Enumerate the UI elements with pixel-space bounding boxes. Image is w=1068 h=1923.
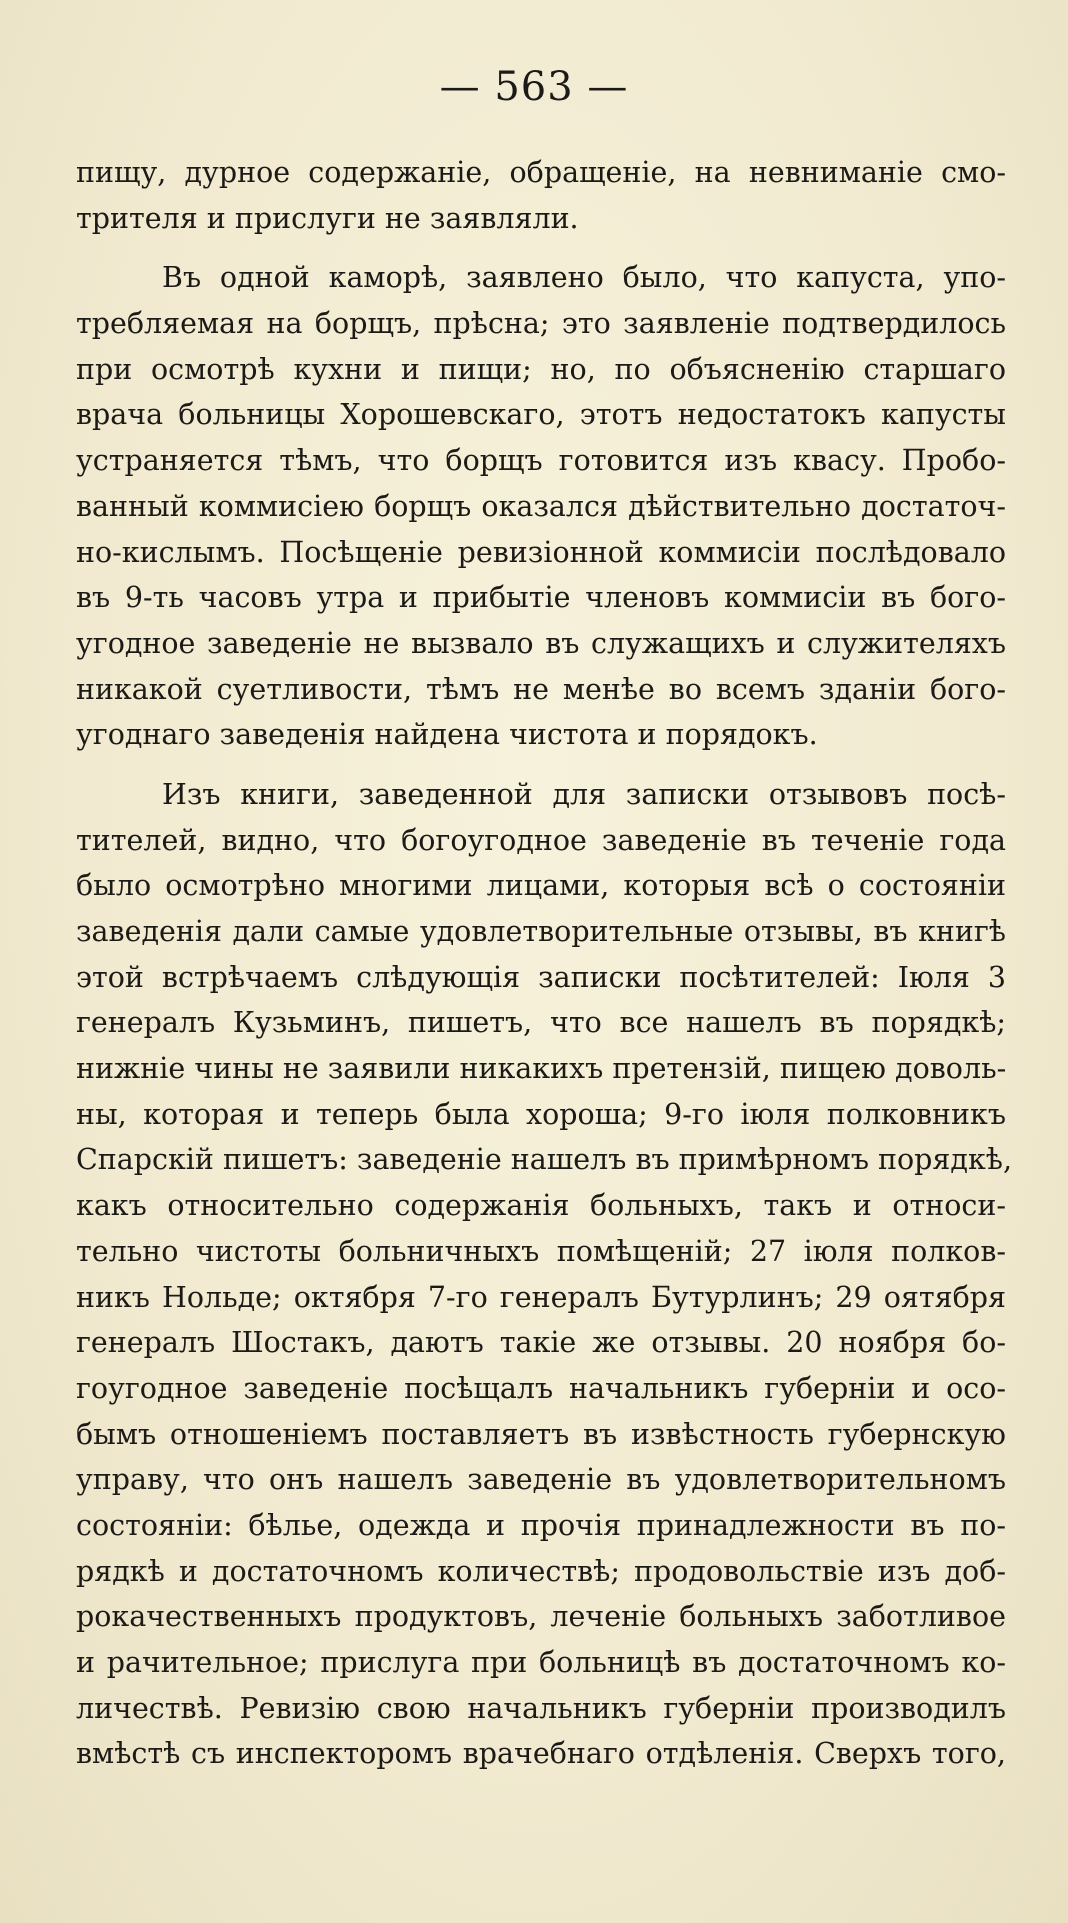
text-line: бымъ отношенiемъ поставляетъ въ извѣстность губернскую <box>76 1417 1006 1451</box>
page-number: — 563 — <box>439 64 629 110</box>
text-line: Изъ книги, заведенной для записки отзывовъ посѣ- <box>162 777 1006 811</box>
text-line: генералъ Шостакъ, даютъ такiе же отзывы. 20 ноября бо- <box>76 1326 1006 1360</box>
text-line: никъ Нольде; октября 7-го генералъ Бутурлинъ; 29 оятября <box>76 1280 1006 1314</box>
text-line: гоугодное заведенiе посѣщалъ начальникъ губернiи и осо- <box>76 1371 1006 1405</box>
text-line: ны, которая и теперь была хороша; 9-го iюля полковникъ <box>76 1097 1006 1131</box>
text-line: какъ относительно содержанiя больныхъ, такъ и относи- <box>76 1189 1006 1223</box>
text-line: было осмотрѣно многими лицами, которыя всѣ о состоянiи <box>76 869 1006 903</box>
text-line: врача больницы Хорошевскаго, этотъ недостатокъ капусты <box>76 398 1006 432</box>
text-line: угодное заведенiе не вызвало въ служащихъ и служителяхъ <box>76 626 1006 660</box>
text-line: Въ одной каморѣ, заявлено было, что капуста, упо- <box>162 261 1006 295</box>
text-line: пищу, дурное содержанiе, обращенiе, на невниманiе смо- <box>76 156 1006 189</box>
text-line: состоянiи: бѣлье, одежда и прочiя принадлежности въ по- <box>76 1508 1006 1542</box>
text-line: угоднаго заведенiя найдена чистота и порядокъ. <box>76 718 818 752</box>
text-line: этой встрѣчаемъ слѣдующiя записки посѣтителей: Iюля 3 <box>76 960 1006 994</box>
text-line: управу, что онъ нашелъ заведенiе въ удовлетворительномъ <box>76 1463 1006 1497</box>
text-line: устраняется тѣмъ, что борщъ готовится изъ квасу. Пробо- <box>76 444 1006 478</box>
text-line: генералъ Кузьминъ, пишетъ, что все нашелъ въ порядкѣ; <box>76 1006 1006 1040</box>
text-line: при осмотрѣ кухни и пищи; но, по объясненiю старшаго <box>76 352 1006 386</box>
text-line: тельно чистоты больничныхъ помѣщенiй; 27 iюля полков- <box>76 1234 1006 1268</box>
text-line: личествѣ. Ревизiю свою начальникъ губернiи производилъ <box>76 1691 1006 1725</box>
paragraph-gap <box>76 758 1006 772</box>
text-line: и рачительное; прислуга при больницѣ въ достаточномъ ко- <box>76 1646 1006 1679</box>
text-line: заведенiя дали самые удовлетворительные отзывы, въ книгѣ <box>76 915 1006 948</box>
text-line: вмѣстѣ съ инспекторомъ врачебнаго отдѣленiя. Сверхъ того, <box>76 1737 1006 1771</box>
text-line: трителя и прислуги не заявляли. <box>76 201 579 235</box>
text-line: рокачественныхъ продуктовъ, леченiе больныхъ заботливое <box>76 1600 1006 1634</box>
text-line: рядкѣ и достаточномъ количествѣ; продовольствiе изъ доб- <box>76 1554 1006 1588</box>
body-text <box>76 150 1013 1777</box>
text-line: но-кислымъ. Посѣщенiе ревизiонной коммисiи послѣдовало <box>76 535 1006 569</box>
text-line: требляемая на борщъ, прѣсна; это заявленiе подтвердилось <box>76 307 1006 341</box>
text-line: нижнiе чины не заявили никакихъ претензiй, пищею доволь- <box>76 1052 1007 1086</box>
text-line: ванный коммисiею борщъ оказался дѣйствительно достаточ- <box>76 489 1006 523</box>
text-line: Спарскiй пишетъ: заведенiе нашелъ въ примѣрномъ порядкѣ, <box>76 1143 1013 1177</box>
text-line: тителей, видно, что богоугодное заведенiе въ теченiе года <box>76 823 1006 857</box>
text-line: въ 9-ть часовъ утра и прибытiе членовъ коммисiи въ бого- <box>76 581 1006 615</box>
paragraph-gap <box>76 241 1006 255</box>
text-line: никакой суетливости, тѣмъ не менѣе во всемъ зданiи бого- <box>76 672 1006 706</box>
